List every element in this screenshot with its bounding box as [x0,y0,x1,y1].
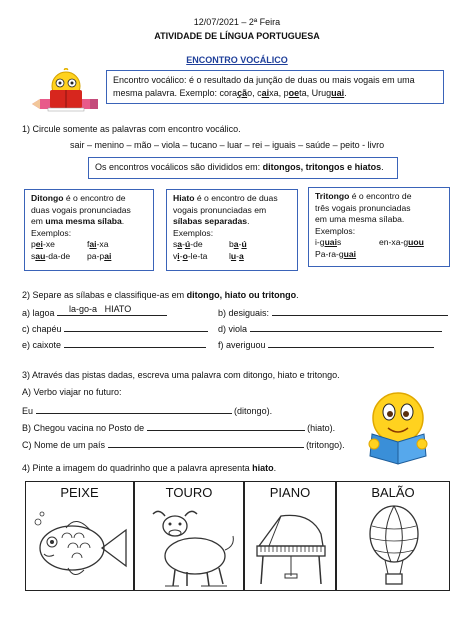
q2-item-e: e) caixote [22,338,206,350]
hiato-term: Hiato [173,193,195,203]
q2-item-f: f) averiguou [218,338,434,350]
example-faixa: fai-xa [87,239,109,249]
emoji-reading-pencil-icon [30,68,102,118]
ditongo-box: Ditongo é o encontro de duas vogais pronunciadas em uma mesma sílaba. Exemplos: pei-xe fai-xa sau-da-de pa-pai [24,189,154,271]
hot-air-balloon-icon [361,504,427,590]
division-box [88,157,398,179]
picture-box-peixe[interactable] [25,481,134,591]
picture-box-piano[interactable] [244,481,336,591]
q2-item-d: d) viola [218,322,442,334]
example-enxaguou: en-xa-guou [379,237,424,247]
definition-box [106,70,444,104]
answer-line-c[interactable] [64,322,208,332]
q1-words: sair – menino – mão – viola – tucano – luar – rei – iguais – saúde – peito - livro [70,140,385,150]
answer-line-q3b[interactable] [147,421,305,431]
q2-item-a: a) lagoa la-go-a HIATO [22,306,167,318]
bull-icon [145,506,237,590]
hiato-box: Hiato é o encontro de duas vogais pronunciadas em sílabas separadas. Exemplos: sa-ú-de ba-ú vi-o-le-ta lu-a [166,189,298,271]
answer-line-b[interactable] [272,306,448,316]
division-text: Os encontros vocálicos são divididos em: ditongos, tritongos e hiatos. [95,162,384,172]
picture-label: BALÃO [371,485,415,500]
subject-title: ATIVIDADE DE LÍNGUA PORTUGUESA [154,31,320,41]
ditongo-term: Ditongo [31,193,64,203]
example-lua: lu-a [229,250,244,261]
date-line: 12/07/2021 – 2ª Feira [193,17,281,27]
example-bau: ba-ú [229,239,247,249]
q2-prompt: 2) Separe as sílabas e classifique-as em ditongo, hiato ou tritongo. [22,290,299,300]
example-iguais: i-guais [315,237,342,247]
example-papai: pa-pai [87,250,112,261]
q3-a-label: A) Verbo viajar no futuro: [22,387,122,397]
topic-title: ENCONTRO VOCÁLICO [186,55,288,65]
q3-prompt: 3) Através das pistas dadas, escreva uma palavra com ditongo, hiato e tritongo. [22,370,340,380]
tritongo-box: Tritongo é o encontro de três vogais pronunciadas em uma mesma sílaba. Exemplos: i-guais en-xa-guou Pa-ra-guai [308,187,450,267]
example-peixe: pei-xe [31,239,55,249]
example-saude: sa-ú-de [173,239,203,249]
picture-box-touro[interactable] [134,481,244,591]
picture-label: PEIXE [60,485,99,500]
fish-icon [32,508,128,588]
example-saudade: sau-da-de [31,250,71,261]
answer-line-f[interactable] [268,338,434,348]
answer-line-q3a[interactable] [36,404,232,414]
answer-line-q3c[interactable] [108,438,304,448]
answer-line-d[interactable] [250,322,442,332]
q3-a-line: Eu (ditongo). [22,406,273,416]
tritongo-term: Tritongo [315,191,350,201]
q2-item-b: b) desiguais: [218,306,448,318]
emoji-reading-book-icon [362,388,434,468]
definition-text: Encontro vocálico: é o resultado da junção de duas ou mais vogais em uma mesma palavra. Exemplo: coração, caixa, poeta, Uruguai. [113,75,415,98]
answer-line-a[interactable]: la-go-a HIATO [57,306,167,316]
picture-label: TOURO [165,485,213,500]
picture-box-balao[interactable] [336,481,450,591]
piano-icon [251,506,331,590]
q4-prompt: 4) Pinte a imagem do quadrinho que a palavra apresenta hiato. [22,463,277,473]
example-paraguai: Pa-ra-guai [315,248,357,259]
q3-c-line: C) Nome de um país (tritongo). [22,440,345,450]
q1-prompt: 1) Circule somente as palavras com encontro vocálico. [22,124,241,134]
picture-label: PIANO [269,485,311,500]
answer-line-e[interactable] [64,338,206,348]
q2-item-c: c) chapéu [22,322,208,334]
q3-b-line: B) Chegou vacina no Posto de (hiato). [22,423,336,433]
example-violeta: vi-o-le-ta [173,250,208,261]
